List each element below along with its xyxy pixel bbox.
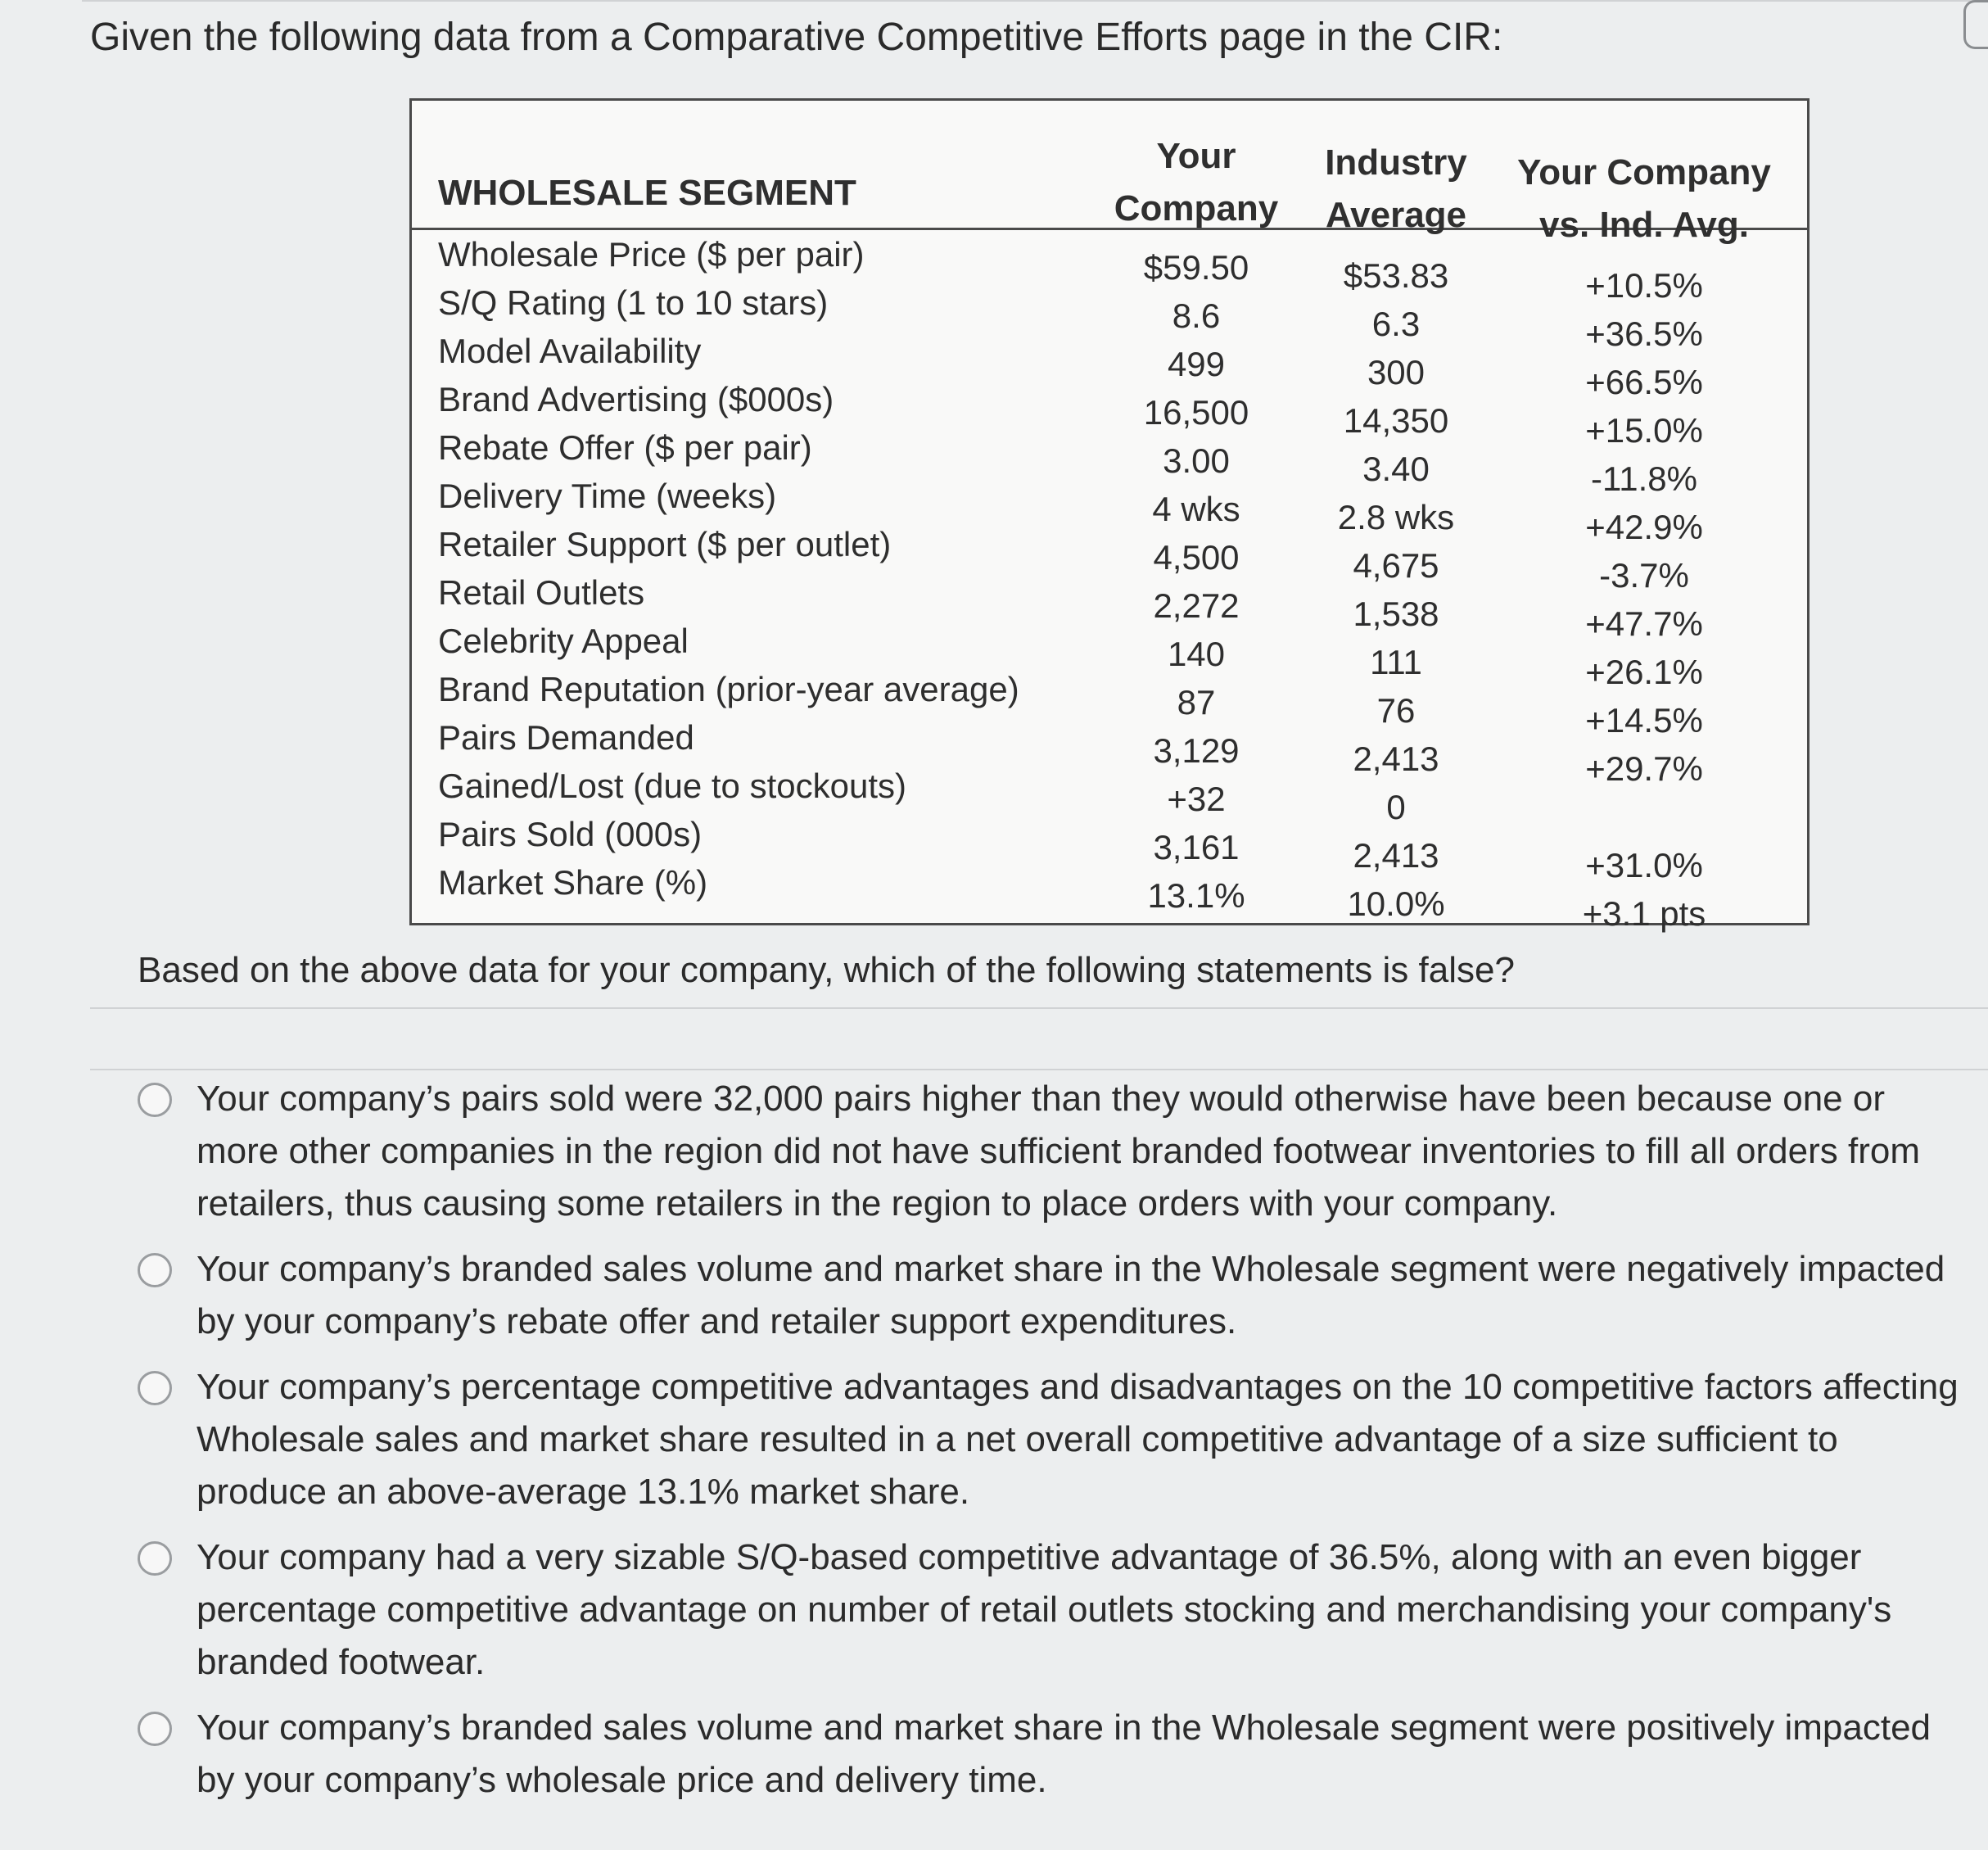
- answer-option-text: Your company’s branded sales volume and market share in the Wholesale segment were positively impacted by your company’s wholesale price and delivery time.: [197, 1708, 1932, 1800]
- row-label: Retail Outlets: [438, 573, 645, 612]
- column-header-line: Average: [1325, 195, 1467, 235]
- vs-industry-value: +3.1 pts: [1582, 894, 1706, 933]
- table-header: [412, 101, 1807, 245]
- vs-industry-value: +31.0%: [1585, 846, 1703, 884]
- column-header-line: vs. Ind. Avg.: [1539, 205, 1749, 245]
- industry-average-value: 111: [1370, 643, 1422, 681]
- radio-button[interactable]: [138, 1541, 172, 1576]
- window-corner-frame: [1963, 0, 1988, 49]
- industry-average-value: 1,538: [1353, 595, 1439, 633]
- your-company-value: 4 wks: [1152, 490, 1240, 528]
- your-company-value: 13.1%: [1147, 876, 1245, 915]
- your-company-value: 87: [1177, 683, 1216, 721]
- column-header-industry-average: [1298, 137, 1494, 242]
- your-company-value: 4,500: [1153, 538, 1240, 577]
- table-body: [412, 233, 1807, 933]
- answer-option[interactable]: [138, 1073, 1963, 1230]
- your-company-value: 2,272: [1153, 586, 1240, 625]
- your-company-value: 16,500: [1143, 393, 1249, 432]
- industry-average-value: 0: [1386, 788, 1406, 826]
- row-label: S/Q Rating (1 to 10 stars): [438, 283, 829, 322]
- your-company-value: 499: [1167, 345, 1226, 383]
- column-header-line: Industry: [1325, 142, 1467, 183]
- question-prompt: Based on the above data for your company, which of the following statements is false?: [138, 950, 1515, 990]
- answer-option[interactable]: [138, 1361, 1963, 1518]
- row-label: Gained/Lost (due to stockouts): [438, 767, 906, 805]
- industry-average-value: 76: [1376, 691, 1416, 730]
- your-company-value: $59.50: [1143, 248, 1249, 287]
- answer-option-text: Your company’s percentage competitive advantages and disadvantages on the 10 competitive factors affecting Wholesale sales and market share resulted in a net overall competitive advantage of a size sufficient to produce an above-average 13.1% market share.: [197, 1367, 1959, 1512]
- row-label: Pairs Sold (000s): [438, 815, 703, 853]
- row-label: Model Availability: [438, 332, 702, 370]
- answer-option-text: Your company’s branded sales volume and market share in the Wholesale segment were negatively impacted by your company’s rebate offer and retailer support expenditures.: [197, 1249, 1945, 1341]
- vs-industry-value: -3.7%: [1599, 556, 1689, 595]
- top-divider: [82, 0, 1988, 2]
- answer-option[interactable]: [138, 1702, 1963, 1807]
- radio-button[interactable]: [138, 1371, 172, 1405]
- table-row: [412, 862, 1807, 933]
- table-row: [412, 765, 1807, 826]
- question-intro: Given the following data from a Comparative Competitive Efforts page in the CIR:: [90, 16, 1503, 59]
- vs-industry-value: +10.5%: [1585, 266, 1703, 305]
- answer-option-text: Your company’s pairs sold were 32,000 pairs higher than they would otherwise have been because one or more other companies in the region did not have sufficient branded footwear inventories to fill all orders from retailers, thus causing some retailers in the region to place orders with your company.: [197, 1079, 1920, 1224]
- answer-option[interactable]: [138, 1531, 1963, 1689]
- row-label: Brand Reputation (prior-year average): [438, 670, 1019, 708]
- answer-option-text: Your company had a very sizable S/Q-based competitive advantage of 36.5%, along with an even bigger percentage competitive advantage on number of retail outlets stocking and merchandising your company's branded footwear.: [197, 1537, 1892, 1682]
- your-company-value: 8.6: [1172, 296, 1221, 335]
- vs-industry-value: +26.1%: [1585, 653, 1703, 691]
- industry-average-value: 14,350: [1343, 401, 1449, 440]
- your-company-value: 3.00: [1163, 441, 1230, 480]
- row-label: Pairs Demanded: [438, 718, 694, 757]
- column-header-line: Company: [1114, 188, 1279, 228]
- column-header-your-company: [1098, 130, 1294, 235]
- your-company-value: +32: [1167, 780, 1226, 818]
- vs-industry-value: +15.0%: [1585, 411, 1703, 450]
- comparative-efforts-table: [409, 98, 1810, 933]
- row-label: Brand Advertising ($000s): [438, 380, 834, 418]
- column-header-line: Your: [1156, 136, 1236, 176]
- industry-average-value: 3.40: [1362, 450, 1430, 488]
- vs-industry-value: +47.7%: [1585, 604, 1703, 643]
- industry-average-value: 300: [1367, 353, 1425, 391]
- vs-industry-value: +36.5%: [1585, 314, 1703, 353]
- industry-average-value: 2.8 wks: [1337, 498, 1455, 536]
- section-divider: [90, 1069, 1988, 1070]
- answer-options: [138, 1073, 1963, 1820]
- industry-average-value: 6.3: [1371, 305, 1421, 343]
- your-company-value: 140: [1167, 635, 1226, 673]
- industry-average-value: 10.0%: [1347, 884, 1445, 923]
- section-divider: [90, 1007, 1988, 1009]
- industry-average-value: $53.83: [1343, 256, 1449, 295]
- answer-option[interactable]: [138, 1243, 1963, 1348]
- vs-industry-value: +14.5%: [1585, 701, 1703, 740]
- vs-industry-value: +42.9%: [1585, 508, 1703, 546]
- row-label: Retailer Support ($ per outlet): [438, 525, 892, 563]
- row-label: Celebrity Appeal: [438, 622, 689, 660]
- row-label: Market Share (%): [438, 863, 708, 902]
- vs-industry-value: -11.8%: [1591, 459, 1697, 498]
- industry-average-value: 2,413: [1353, 740, 1439, 778]
- your-company-value: 3,129: [1153, 731, 1240, 770]
- radio-button[interactable]: [138, 1253, 172, 1287]
- industry-average-value: 4,675: [1353, 546, 1439, 585]
- row-label: Rebate Offer ($ per pair): [438, 428, 812, 467]
- row-label: Delivery Time (weeks): [438, 477, 777, 515]
- vs-industry-value: +66.5%: [1585, 363, 1703, 401]
- radio-button[interactable]: [138, 1712, 172, 1746]
- vs-industry-value: +29.7%: [1585, 749, 1703, 788]
- radio-button[interactable]: [138, 1083, 172, 1117]
- your-company-value: 3,161: [1153, 828, 1240, 866]
- column-header-line: Your Company: [1517, 152, 1771, 192]
- row-label: Wholesale Price ($ per pair): [438, 235, 865, 274]
- industry-average-value: 2,413: [1353, 836, 1439, 875]
- segment-header: WHOLESALE SEGMENT: [438, 173, 856, 213]
